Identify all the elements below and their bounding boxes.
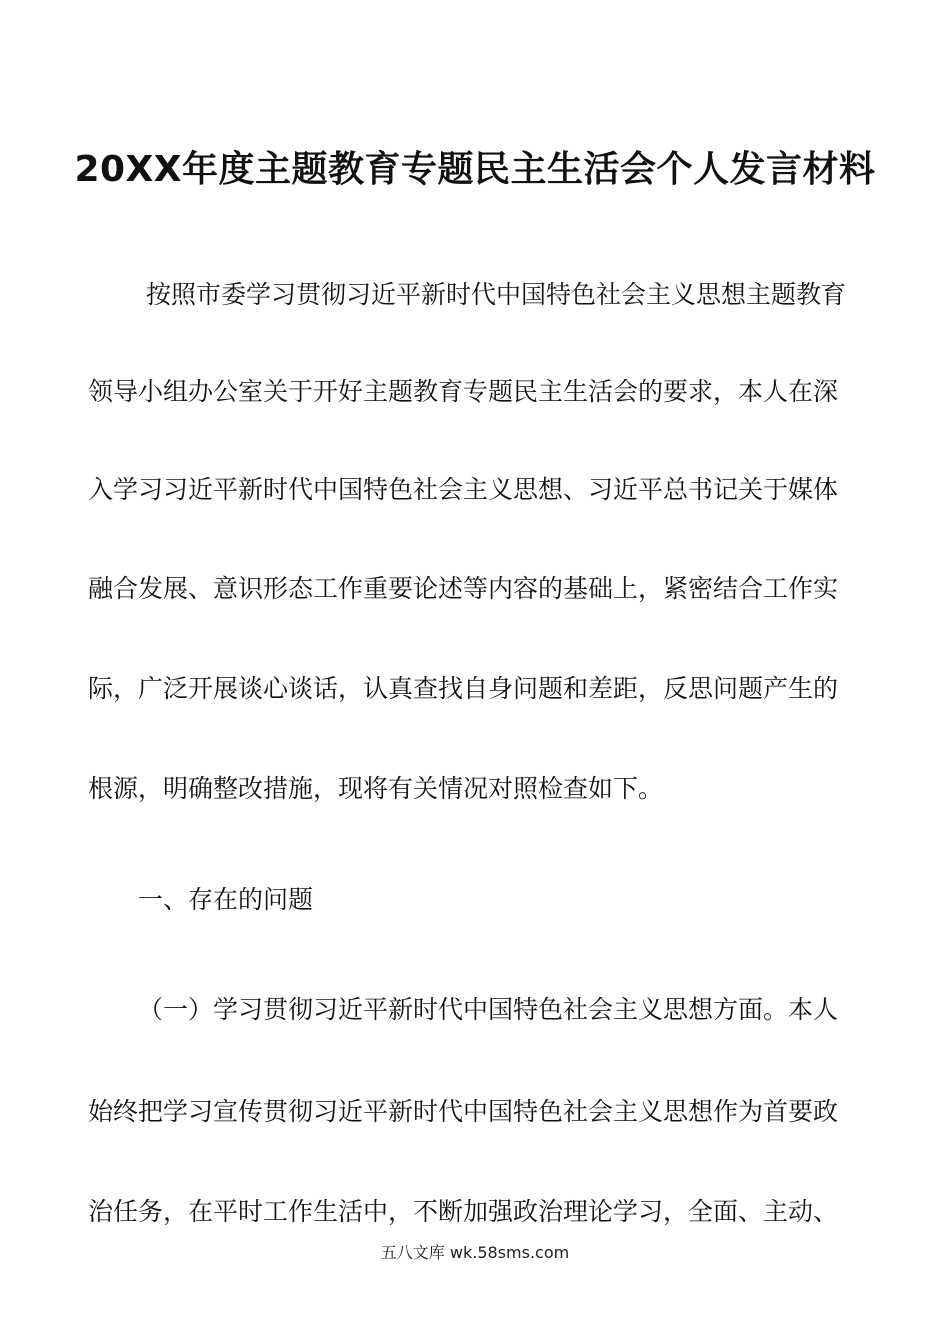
subsection-line: 治任务，在平时工作生活中，不断加强政治理论学习，全面、主动、 xyxy=(88,1197,839,1226)
subsection-line: 始终把学习宣传贯彻习近平新时代中国特色社会主义思想作为首要政 xyxy=(88,1097,839,1126)
paragraph-line: 入学习习近平新时代中国特色社会主义思想、习近平总书记关于媒体 xyxy=(88,475,839,504)
footer-watermark: 五八文库 wk.58sms.com xyxy=(380,1243,570,1262)
paragraph-line: 按照市委学习贯彻习近平新时代中国特色社会主义思想主题教育 xyxy=(146,280,847,309)
paragraph-line: 领导小组办公室关于开好主题教育专题民主生活会的要求，本人在深 xyxy=(88,377,839,406)
paragraph-line: 根源，明确整改措施，现将有关情况对照检查如下。 xyxy=(88,774,664,803)
paragraph-line: 际，广泛开展谈心谈话，认真查找自身问题和差距，反思问题产生的 xyxy=(88,674,839,703)
section-heading: 一、存在的问题 xyxy=(138,885,314,914)
subsection-line: （一）学习贯彻习近平新时代中国特色社会主义思想方面。本人 xyxy=(138,995,839,1024)
paragraph-line: 融合发展、意识形态工作重要论述等内容的基础上，紧密结合工作实 xyxy=(88,574,839,603)
document-title: 20XX年度主题教育专题民主生活会个人发言材料 xyxy=(74,149,876,190)
